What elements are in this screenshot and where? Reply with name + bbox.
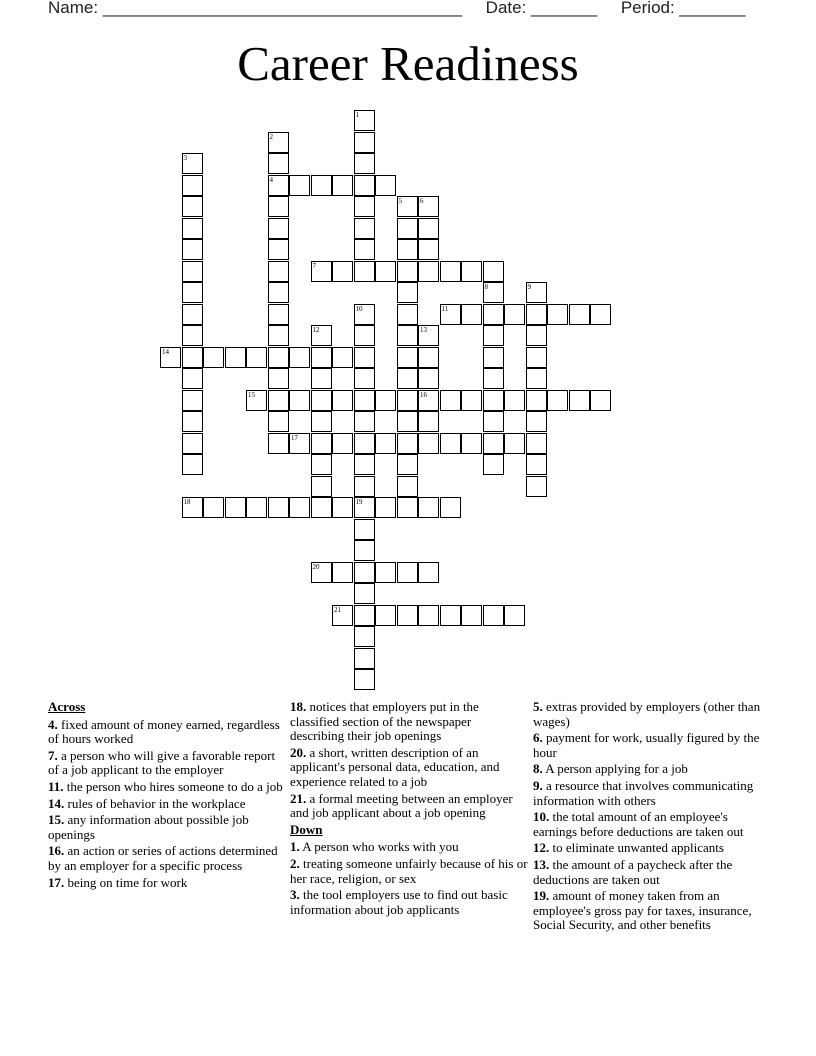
grid-cell[interactable]: [354, 562, 375, 583]
grid-cell[interactable]: [182, 411, 203, 432]
grid-cell[interactable]: [440, 433, 461, 454]
name-date-period-line: Name: ______________________________________ Date: _______ Period: _______: [48, 0, 746, 17]
grid-cell[interactable]: [397, 239, 418, 260]
clue-number-17: 17: [291, 433, 298, 442]
grid-cell[interactable]: [311, 476, 332, 497]
grid-cell[interactable]: [569, 390, 590, 411]
grid-cell[interactable]: [354, 411, 375, 432]
grid-cell[interactable]: [354, 368, 375, 389]
down-clue-13: 13. the amount of a paycheck after the deductions are taken out: [533, 856, 733, 887]
grid-cell[interactable]: [440, 605, 461, 626]
grid-cell[interactable]: [418, 497, 439, 518]
grid-cell[interactable]: [461, 261, 482, 282]
clues-column-1: [48, 700, 286, 892]
grid-cell[interactable]: [182, 261, 203, 282]
grid-cell[interactable]: [418, 433, 439, 454]
grid-cell[interactable]: [526, 325, 547, 346]
grid-cell[interactable]: [483, 304, 504, 325]
grid-cell[interactable]: [182, 454, 203, 475]
grid-cell[interactable]: [354, 540, 375, 561]
grid-cell[interactable]: [203, 347, 224, 368]
grid-cell[interactable]: [203, 497, 224, 518]
grid-cell[interactable]: [354, 196, 375, 217]
grid-cell[interactable]: [526, 454, 547, 475]
grid-cell[interactable]: [311, 175, 332, 196]
grid-cell[interactable]: [590, 390, 611, 411]
grid-cell[interactable]: [354, 454, 375, 475]
page-title: Career Readiness: [237, 36, 579, 91]
grid-cell[interactable]: [332, 497, 353, 518]
grid-cell[interactable]: [504, 605, 525, 626]
grid-cell[interactable]: [246, 347, 267, 368]
grid-cell[interactable]: [461, 304, 482, 325]
down-clue-19: 19. amount of money taken from an employee's gross pay for taxes, insurance, Social Security, and other benefits: [533, 888, 752, 933]
grid-cell[interactable]: [354, 218, 375, 239]
grid-cell[interactable]: [418, 605, 439, 626]
grid-cell[interactable]: [354, 175, 375, 196]
grid-cell[interactable]: [268, 196, 289, 217]
grid-cell[interactable]: [268, 347, 289, 368]
grid-cell[interactable]: [182, 282, 203, 303]
grid-cell[interactable]: [397, 218, 418, 239]
grid-cell[interactable]: [418, 368, 439, 389]
grid-cell[interactable]: [375, 390, 396, 411]
across-clue-18: 18. notices that employers put in the classified section of the newspaper describing their job openings: [290, 699, 479, 744]
clue-number-20: 20: [312, 562, 320, 571]
clue-number-5: 5: [398, 197, 402, 205]
clue-number-12: 12: [312, 326, 320, 334]
grid-cell[interactable]: [354, 648, 375, 669]
grid-cell[interactable]: [268, 433, 289, 454]
grid-cell[interactable]: [590, 304, 611, 325]
grid-cell[interactable]: [375, 175, 396, 196]
grid-cell[interactable]: [354, 390, 375, 411]
across-clue-20: 20. a short, written description of an applicant's personal data, education, and experience related to a job: [290, 744, 500, 789]
grid-cell[interactable]: [397, 304, 418, 325]
grid-cell[interactable]: [547, 304, 568, 325]
grid-cell[interactable]: [311, 454, 332, 475]
grid-cell[interactable]: [418, 411, 439, 432]
grid-cell[interactable]: [569, 304, 590, 325]
grid-cell[interactable]: [182, 347, 203, 368]
grid-cell[interactable]: [504, 304, 525, 325]
clue-number-13: 13: [420, 326, 427, 334]
grid-cell[interactable]: [397, 347, 418, 368]
down-clue-1: 1. A person who works with you: [290, 839, 459, 855]
grid-cell[interactable]: [526, 347, 547, 368]
grid-cell[interactable]: [397, 433, 418, 454]
grid-cell[interactable]: [418, 239, 439, 260]
grid-cell[interactable]: [354, 261, 375, 282]
grid-cell[interactable]: [440, 497, 461, 518]
clue-number-19: 19: [355, 498, 363, 506]
grid-cell[interactable]: [397, 390, 418, 411]
across-clue-7: 7. a person who will give a favorable report of a job applicant to the employer: [48, 747, 276, 778]
down-clue-8: 8. A person applying for a job: [533, 761, 688, 777]
grid-cell[interactable]: [332, 347, 353, 368]
down-clue-2: 2. treating someone unfairly because of his or her race, religion, or sex: [290, 855, 528, 886]
grid-cell[interactable]: [461, 605, 482, 626]
grid-cell[interactable]: [268, 497, 289, 518]
down-clue-9: 9. a resource that involves communicating information with others: [533, 777, 754, 808]
grid-cell[interactable]: [268, 368, 289, 389]
grid-cell[interactable]: [311, 347, 332, 368]
grid-cell[interactable]: [289, 497, 310, 518]
grid-cell[interactable]: [418, 218, 439, 239]
grid-cell[interactable]: [418, 347, 439, 368]
grid-cell[interactable]: [397, 282, 418, 303]
grid-cell[interactable]: [268, 304, 289, 325]
grid-cell[interactable]: [268, 390, 289, 411]
grid-cell[interactable]: [397, 411, 418, 432]
grid-cell[interactable]: [375, 562, 396, 583]
clues-column-3: [533, 700, 771, 935]
grid-cell[interactable]: [526, 433, 547, 454]
down-clue-3: 3. the tool employers use to find out basic information about job applicants: [290, 887, 508, 917]
grid-cell[interactable]: [461, 390, 482, 411]
clue-number-7: 7: [312, 261, 316, 270]
clue-number-18: 18: [183, 498, 191, 506]
clue-number-1: 1: [355, 111, 359, 119]
grid-cell[interactable]: [397, 605, 418, 626]
grid-cell[interactable]: [526, 368, 547, 389]
grid-cell[interactable]: [483, 347, 504, 368]
across-clue-15: 15. any information about possible job openings: [48, 812, 249, 842]
grid-cell[interactable]: [182, 368, 203, 389]
grid-cell[interactable]: [483, 433, 504, 454]
grid-cell[interactable]: [354, 153, 375, 174]
grid-cell[interactable]: [397, 476, 418, 497]
grid-cell[interactable]: [311, 390, 332, 411]
grid-cell[interactable]: [504, 390, 525, 411]
clue-number-21: 21: [334, 605, 341, 614]
grid-cell[interactable]: [354, 325, 375, 346]
grid-cell[interactable]: [354, 605, 375, 626]
clue-number-6: 6: [420, 197, 424, 205]
grid-cell[interactable]: [397, 261, 418, 282]
grid-cell[interactable]: [418, 261, 439, 282]
grid-cell[interactable]: [483, 605, 504, 626]
grid-cell[interactable]: [483, 454, 504, 475]
grid-cell[interactable]: [547, 390, 568, 411]
down-clue-10: 10. the total amount of an employee's earnings before deductions are taken out: [533, 809, 744, 839]
across-clue-11: 11. the person who hires someone to do a job: [48, 778, 283, 794]
across-clue-14: 14. rules of behavior in the workplace: [48, 795, 246, 811]
down-clue-6: 6. payment for work, usually figured by the hour: [533, 730, 760, 760]
grid-cell[interactable]: [182, 175, 203, 196]
across-clue-17: 17. being on time for work: [48, 874, 188, 890]
grid-cell[interactable]: [289, 347, 310, 368]
grid-cell[interactable]: [375, 261, 396, 282]
down-clue-5: 5. extras provided by employers (other than wages): [533, 699, 761, 729]
grid-cell[interactable]: [354, 669, 375, 690]
grid-cell[interactable]: [332, 261, 353, 282]
grid-cell[interactable]: [246, 497, 267, 518]
grid-cell[interactable]: [225, 497, 246, 518]
grid-cell[interactable]: [332, 175, 353, 196]
clue-number-8: 8: [484, 283, 488, 291]
grid-cell[interactable]: [182, 325, 203, 346]
down-heading: Down: [290, 821, 323, 837]
clues-column-2: [290, 700, 528, 919]
clue-number-10: 10: [355, 304, 363, 313]
clue-number-9: 9: [527, 283, 531, 291]
grid-cell[interactable]: [289, 175, 310, 196]
grid-cell[interactable]: [354, 583, 375, 604]
grid-cell[interactable]: [483, 411, 504, 432]
grid-cell[interactable]: [354, 433, 375, 454]
grid-cell[interactable]: [332, 562, 353, 583]
grid-cell[interactable]: [268, 239, 289, 260]
grid-cell[interactable]: [311, 433, 332, 454]
grid-cell[interactable]: [526, 411, 547, 432]
grid-cell[interactable]: [483, 390, 504, 411]
grid-cell[interactable]: [397, 368, 418, 389]
grid-cell[interactable]: [268, 325, 289, 346]
grid-cell[interactable]: [397, 325, 418, 346]
clue-number-15: 15: [248, 390, 255, 399]
grid-cell[interactable]: [483, 368, 504, 389]
grid-cell[interactable]: [311, 368, 332, 389]
grid-cell[interactable]: [397, 497, 418, 518]
grid-cell[interactable]: [483, 261, 504, 282]
grid-cell[interactable]: [354, 132, 375, 153]
grid-cell[interactable]: [375, 433, 396, 454]
grid-cell[interactable]: [526, 390, 547, 411]
grid-cell[interactable]: [526, 304, 547, 325]
grid-cell[interactable]: [332, 433, 353, 454]
clue-number-3: 3: [183, 154, 187, 162]
down-clue-12: 12. to eliminate unwanted applicants: [533, 840, 724, 856]
grid-cell[interactable]: [354, 347, 375, 368]
grid-cell[interactable]: [311, 411, 332, 432]
grid-cell[interactable]: [397, 562, 418, 583]
grid-cell[interactable]: [225, 347, 246, 368]
grid-cell[interactable]: [311, 497, 332, 518]
grid-cell[interactable]: [483, 325, 504, 346]
clue-number-14: 14: [162, 347, 169, 356]
grid-cell[interactable]: [440, 261, 461, 282]
grid-cell[interactable]: [182, 218, 203, 239]
across-clue-21: 21. a formal meeting between an employer and job applicant about a job opening: [290, 790, 513, 821]
grid-cell[interactable]: [268, 218, 289, 239]
grid-cell[interactable]: [354, 476, 375, 497]
grid-cell[interactable]: [418, 562, 439, 583]
grid-cell[interactable]: [268, 282, 289, 303]
grid-cell[interactable]: [375, 497, 396, 518]
across-heading: Across: [48, 699, 86, 714]
grid-cell[interactable]: [526, 476, 547, 497]
grid-cell[interactable]: [440, 390, 461, 411]
grid-cell[interactable]: [182, 196, 203, 217]
grid-cell[interactable]: [461, 433, 482, 454]
clue-number-4: 4: [269, 175, 273, 184]
across-clue-4: 4. fixed amount of money earned, regardless of hours worked: [48, 716, 280, 747]
across-clue-16: 16. an action or series of actions determined by an employer for a specific process: [48, 843, 278, 873]
clue-number-16: 16: [420, 390, 427, 399]
grid-cell[interactable]: [375, 605, 396, 626]
grid-cell[interactable]: [182, 304, 203, 325]
clue-number-2: 2: [269, 132, 273, 141]
grid-cell[interactable]: [268, 153, 289, 174]
grid-cell[interactable]: [268, 261, 289, 282]
grid-cell[interactable]: [268, 411, 289, 432]
grid-cell[interactable]: [354, 239, 375, 260]
grid-cell[interactable]: [354, 519, 375, 540]
grid-cell[interactable]: [397, 454, 418, 475]
clue-number-11: 11: [441, 304, 449, 313]
grid-cell[interactable]: [504, 433, 525, 454]
grid-cell[interactable]: [182, 390, 203, 411]
grid-cell[interactable]: [289, 390, 310, 411]
grid-cell[interactable]: [182, 239, 203, 260]
grid-cell[interactable]: [332, 390, 353, 411]
grid-cell[interactable]: [354, 626, 375, 647]
grid-cell[interactable]: [182, 433, 203, 454]
